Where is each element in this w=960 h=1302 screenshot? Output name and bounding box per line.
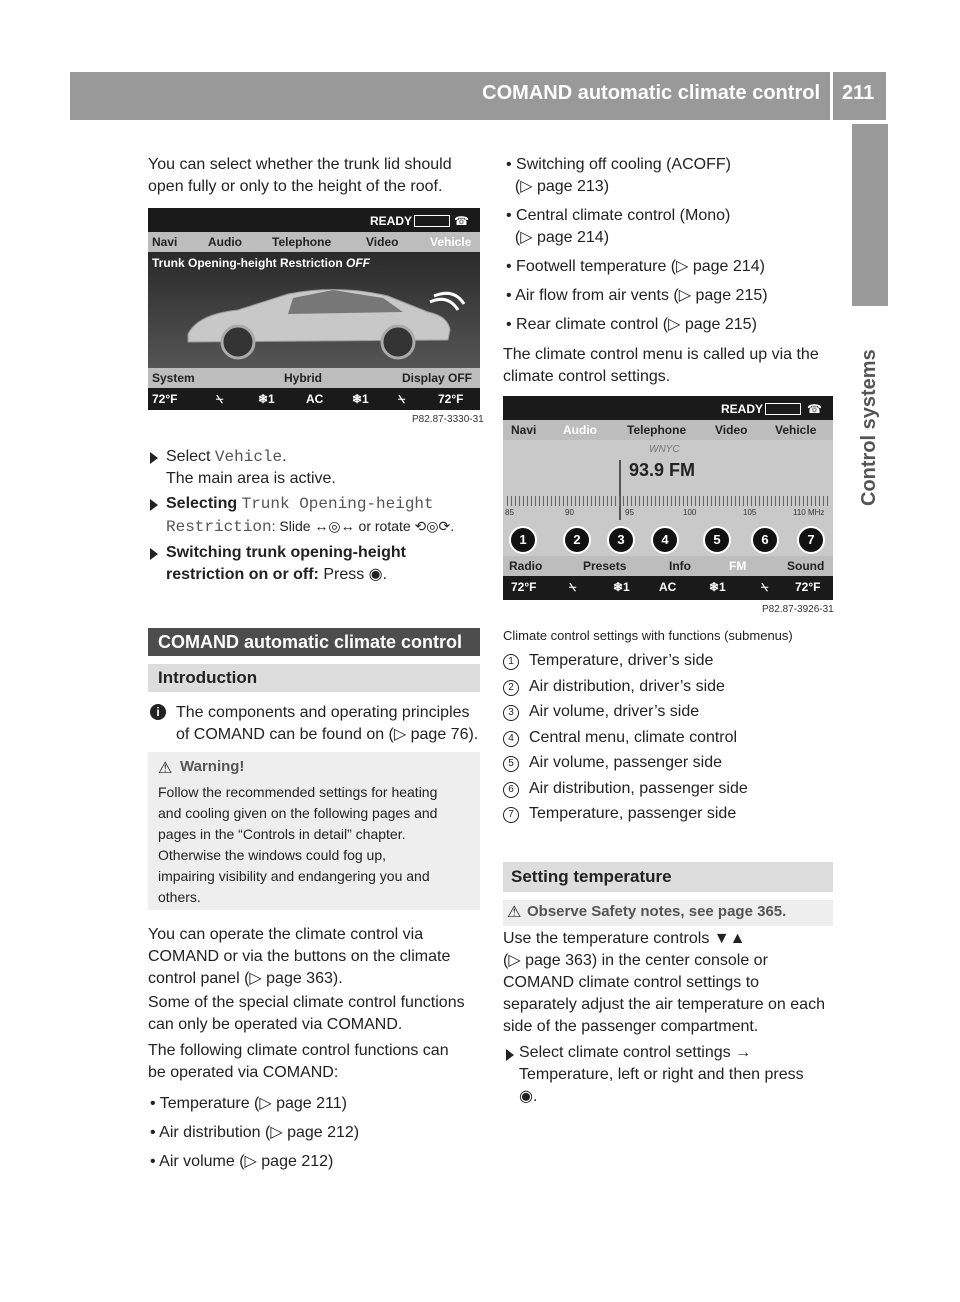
- air-distribution-right-icon[interactable]: ⍀: [398, 392, 406, 406]
- frequency-scale: [507, 496, 829, 506]
- bottom-menu: [503, 556, 833, 576]
- scale-label: 95: [625, 508, 634, 517]
- ready-status: READY: [370, 214, 413, 228]
- figure-caption: Climate control settings with functions (submenus): [503, 628, 793, 643]
- legend-text: Air volume, driver’s side: [529, 703, 700, 720]
- warning-line: impairing visibility and endangering you and: [158, 868, 430, 884]
- menu-audio[interactable]: Audio: [563, 423, 597, 437]
- legend-item: [503, 699, 833, 725]
- list-item: • Switching off cooling (ACOFF) (▷ page 213): [506, 156, 731, 195]
- warning-line: and cooling given on the following pages and: [158, 805, 438, 821]
- ac-button[interactable]: AC: [306, 392, 324, 406]
- legend-text: Central menu, climate control: [529, 728, 738, 746]
- legend-item: [503, 801, 833, 827]
- callout-7: 7: [797, 526, 825, 554]
- battery-icon: [414, 215, 450, 227]
- paragraph-operate: [148, 924, 482, 990]
- scale-label: 100: [683, 508, 697, 517]
- list-item: • Rear climate control (▷ page 215): [506, 316, 757, 333]
- paragraph-special: [148, 992, 482, 1036]
- list-item-text: Air flow from air vents (▷ page 215): [515, 287, 768, 304]
- list-item: • Temperature (▷ page 211): [150, 1095, 347, 1112]
- temp-left[interactable]: 72°F: [152, 392, 178, 406]
- menu-vehicle[interactable]: Vehicle: [430, 235, 472, 249]
- warning-title: Warning!: [180, 758, 245, 775]
- page-number: 211: [842, 82, 875, 104]
- step-3-bold-b: restriction on or off:: [166, 566, 319, 583]
- para-line: The climate control menu is called up via the: [503, 346, 819, 363]
- legend-text: Air distribution, passenger side: [529, 779, 748, 797]
- legend-item: [503, 776, 833, 802]
- step-3-tail: Press ◉.: [318, 566, 388, 583]
- bottom-menu: [148, 368, 480, 388]
- list-item-ref: (▷ page 214): [514, 229, 610, 246]
- legend-number: 3: [503, 705, 519, 721]
- menu-vehicle[interactable]: Vehicle: [775, 423, 817, 437]
- list-item-text: Rear climate control (▷ page 215): [516, 316, 757, 333]
- para-line: separately adjust the air temperature on each: [503, 996, 825, 1013]
- legend-text: Air distribution, driver’s side: [529, 677, 725, 695]
- temp-right[interactable]: 72°F: [795, 580, 821, 594]
- menu-video[interactable]: Video: [715, 423, 748, 437]
- para-line: climate control settings.: [503, 368, 671, 385]
- menu-fm[interactable]: FM: [729, 559, 747, 573]
- info-line-2: of COMAND can be found on (▷ page 76).: [176, 726, 479, 743]
- menu-display-off[interactable]: Display OFF: [402, 371, 473, 385]
- list-item: • Central climate control (Mono) (▷ page 214): [506, 207, 731, 246]
- step-marker: [150, 548, 158, 560]
- legend-text: Air volume, passenger side: [529, 754, 722, 771]
- section-header: [148, 628, 480, 656]
- trunk-screenshot: [148, 208, 480, 410]
- battery-icon: [765, 403, 801, 415]
- legend-item: [503, 750, 833, 776]
- legend-number: 2: [503, 680, 519, 696]
- climate-bar: [503, 576, 833, 600]
- step-1-lead: Select: [166, 448, 211, 465]
- trunk-setting-state: OFF: [346, 256, 371, 270]
- side-tab: [852, 124, 888, 306]
- step-2: [166, 493, 482, 538]
- para-line: The following climate control functions can: [148, 1042, 449, 1059]
- step-2-tail: : Slide ↔◎↔ or rotate ⟲◎⟳.: [271, 518, 455, 534]
- para-line: control panel (▷ page 363).: [148, 970, 343, 987]
- legend-number: 4: [503, 731, 519, 747]
- figure-code: P82.87-3926-31: [762, 604, 834, 615]
- menu-navi[interactable]: Navi: [511, 423, 537, 437]
- callout-6: 6: [751, 526, 779, 554]
- menu-telephone[interactable]: Telephone: [627, 423, 687, 437]
- para-line: Some of the special climate control functions: [148, 994, 465, 1011]
- list-item-text: Footwell temperature (▷ page 214): [516, 258, 765, 275]
- intro-paragraph: You can select whether the trunk lid should open fully or only to the height of the roof.: [148, 156, 452, 195]
- menu-audio[interactable]: Audio: [208, 235, 242, 249]
- para-line: side of the passenger compartment.: [503, 1018, 759, 1035]
- list-item-text: Switching off cooling (ACOFF): [516, 156, 731, 173]
- para-line: Use the temperature controls ▼▲: [503, 930, 746, 947]
- step-line: Select climate control settings →: [519, 1044, 752, 1061]
- phone-icon: ☎: [807, 402, 822, 416]
- step-2-code-a: Trunk Opening-height: [241, 495, 434, 513]
- legend-item: [503, 674, 833, 700]
- legend-item: [503, 725, 833, 751]
- list-item: • Air volume (▷ page 212): [150, 1153, 334, 1170]
- air-volume-right[interactable]: ❄1: [352, 392, 369, 406]
- step-marker: [150, 499, 158, 511]
- function-list: [150, 1089, 480, 1176]
- section-title: COMAND automatic climate control: [158, 632, 463, 652]
- safety-text: Observe Safety notes, see page 365.: [527, 903, 787, 920]
- step-3: [166, 542, 476, 586]
- legend-number: 5: [503, 756, 519, 772]
- step-1-code: Vehicle: [214, 448, 283, 466]
- para-line: You can operate the climate control via: [148, 926, 424, 943]
- list-item-ref: (▷ page 213): [514, 178, 610, 195]
- step-1: [166, 446, 476, 490]
- frequency-display: 93.9 FM: [629, 460, 696, 480]
- para-line: COMAND climate control settings to: [503, 974, 760, 991]
- list-item: • Footwell temperature (▷ page 214): [506, 258, 765, 275]
- air-distribution-right-icon[interactable]: ⍀: [761, 580, 769, 594]
- warning-line: Otherwise the windows could fog up,: [158, 847, 387, 863]
- info-icon: i: [150, 704, 166, 720]
- info-line-1: The components and operating principles: [176, 704, 470, 721]
- list-item: • Air flow from air vents (▷ page 215): [506, 287, 768, 304]
- scale-label: 90: [565, 508, 574, 517]
- menu-hybrid[interactable]: Hybrid: [284, 371, 323, 385]
- legend-item: [503, 648, 833, 674]
- section-title: Setting temperature: [511, 867, 672, 886]
- figure-code: P82.87-3330-31: [412, 414, 484, 425]
- section-header: [503, 862, 833, 892]
- legend-text: Temperature, passenger side: [529, 805, 737, 822]
- legend-number: 7: [503, 807, 519, 823]
- top-menu: [503, 420, 833, 440]
- air-volume-left[interactable]: ❄1: [613, 580, 630, 594]
- phone-icon: ☎: [454, 214, 469, 228]
- para-line: be operated via COMAND:: [148, 1064, 339, 1081]
- step-1-tail: .: [282, 448, 287, 465]
- car-silhouette-icon: [168, 274, 468, 364]
- side-tab-label: Control systems: [858, 349, 880, 506]
- step-line: ◉.: [519, 1088, 538, 1105]
- callout-1: 1: [509, 526, 537, 554]
- step-marker: [506, 1049, 514, 1061]
- ready-status: READY: [721, 402, 764, 416]
- paragraph-menu-called: [503, 344, 839, 388]
- ac-button[interactable]: AC: [659, 580, 677, 594]
- warning-box: [148, 752, 480, 910]
- info-text: [176, 702, 482, 746]
- warning-line: pages in the “Controls in detail” chapter.: [158, 826, 406, 842]
- menu-presets[interactable]: Presets: [583, 559, 627, 573]
- list-item-text: Temperature (▷ page 211): [159, 1095, 347, 1112]
- para-line: COMAND or via the buttons on the climate: [148, 948, 451, 965]
- trunk-setting-label: Trunk Opening-height Restriction: [152, 256, 343, 270]
- trunk-setting-title: [152, 256, 370, 270]
- menu-telephone[interactable]: Telephone: [272, 235, 332, 249]
- warning-line: others.: [158, 889, 201, 905]
- function-list-continued: [506, 154, 836, 336]
- page-header-title: COMAND automatic climate control: [482, 82, 820, 104]
- para-line: (▷ page 363) in the center console or: [503, 952, 768, 969]
- step-3-bold-a: Switching trunk opening-height: [166, 544, 406, 561]
- air-volume-left[interactable]: ❄1: [258, 392, 275, 406]
- header-divider: [830, 72, 833, 120]
- climate-screenshot: [503, 396, 833, 600]
- menu-system[interactable]: System: [152, 371, 195, 385]
- scale-label: 110 MHz: [793, 508, 825, 517]
- subsection-header: [148, 664, 480, 692]
- menu-sound[interactable]: Sound: [787, 559, 825, 573]
- side-tab-label-wrap: [846, 306, 894, 526]
- climate-bar: [148, 388, 480, 410]
- para-line: can only be operated via COMAND.: [148, 1016, 403, 1033]
- paragraph-temperature: [503, 928, 839, 1038]
- step-2-bold: Selecting: [166, 495, 238, 512]
- callout-4: 4: [651, 526, 679, 554]
- air-distribution-left-icon[interactable]: ⍀: [216, 392, 224, 406]
- tuning-needle: [619, 460, 621, 520]
- callout-legend: [503, 648, 833, 827]
- menu-navi[interactable]: Navi: [152, 235, 178, 249]
- warning-icon: ⚠: [158, 760, 173, 777]
- menu-video[interactable]: Video: [366, 235, 399, 249]
- station-name: WNYC: [649, 444, 680, 455]
- menu-radio[interactable]: Radio: [509, 559, 543, 573]
- paragraph-functions: [148, 1040, 482, 1084]
- safety-note: [503, 900, 833, 926]
- top-menu: [148, 232, 480, 252]
- step-2-code-b: Restriction: [166, 518, 272, 536]
- legend-number: 1: [503, 654, 519, 670]
- warning-line: Follow the recommended settings for heating: [158, 784, 438, 800]
- warning-icon: ⚠: [507, 904, 522, 921]
- callout-3: 3: [607, 526, 635, 554]
- subsection-title: Introduction: [158, 668, 258, 687]
- list-item-text: Air distribution (▷ page 212): [159, 1124, 360, 1141]
- temp-right[interactable]: 72°F: [438, 392, 464, 406]
- menu-info[interactable]: Info: [669, 559, 691, 573]
- legend-number: 6: [503, 782, 519, 798]
- temperature-step: [519, 1042, 837, 1108]
- step-1-line2: The main area is active.: [166, 470, 336, 487]
- callout-2: 2: [563, 526, 591, 554]
- step-marker: [150, 452, 158, 464]
- list-item-text: Air volume (▷ page 212): [159, 1153, 334, 1170]
- temp-left[interactable]: 72°F: [511, 580, 537, 594]
- step-line: Temperature, left or right and then press: [519, 1066, 804, 1083]
- scale-label: 105: [743, 508, 757, 517]
- air-distribution-left-icon[interactable]: ⍀: [569, 580, 577, 594]
- list-item: • Air distribution (▷ page 212): [150, 1124, 360, 1141]
- callout-5: 5: [703, 526, 731, 554]
- warning-body: [158, 782, 478, 908]
- air-volume-right[interactable]: ❄1: [709, 580, 726, 594]
- list-item-text: Central climate control (Mono): [516, 207, 731, 224]
- scale-label: 85: [505, 508, 514, 517]
- legend-text: Temperature, driver’s side: [529, 652, 714, 669]
